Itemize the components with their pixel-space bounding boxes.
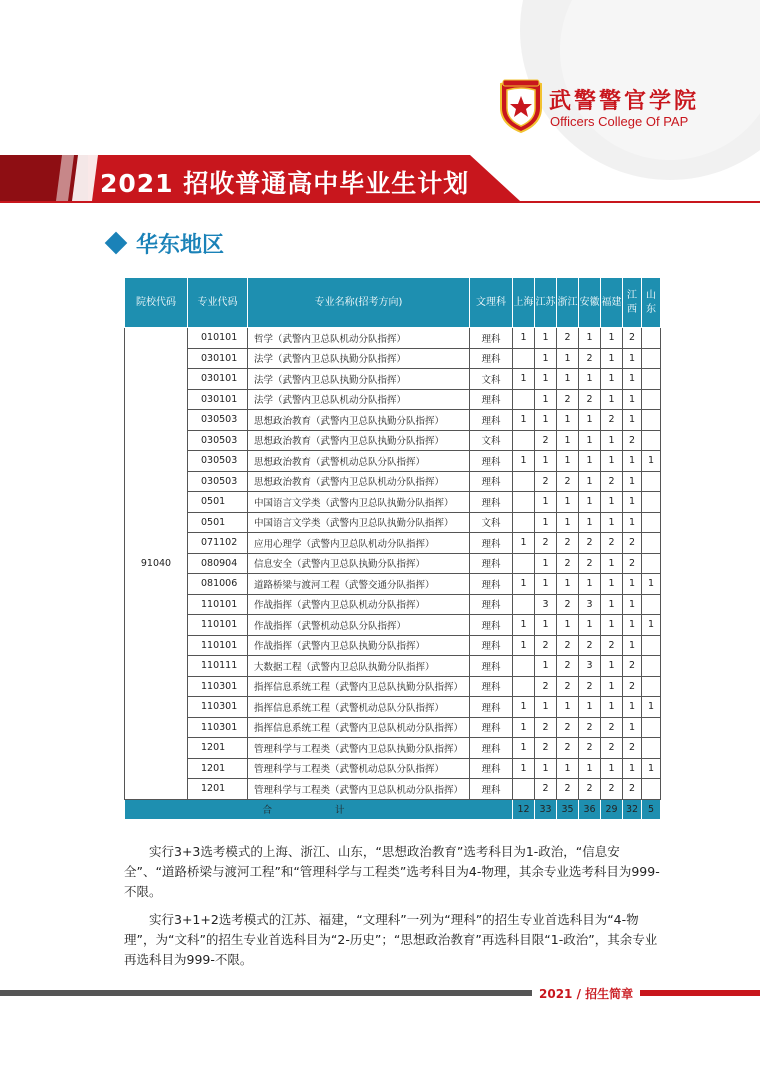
college-name-en: Officers College Of PAP <box>550 114 689 129</box>
quota-cell: 1 <box>513 615 535 636</box>
quota-cell: 2 <box>557 594 579 615</box>
table-row <box>125 574 661 595</box>
table-row <box>125 451 661 472</box>
stream-cell: 理科 <box>470 758 513 779</box>
major-code-cell: 110301 <box>188 676 248 697</box>
quota-cell <box>513 594 535 615</box>
quota-cell: 1 <box>513 451 535 472</box>
quota-cell: 2 <box>601 471 623 492</box>
quota-cell: 1 <box>642 758 661 779</box>
quota-cell: 2 <box>557 471 579 492</box>
quota-cell: 1 <box>513 635 535 656</box>
major-code-cell: 071102 <box>188 533 248 554</box>
quota-cell: 1 <box>623 574 642 595</box>
quota-cell <box>642 553 661 574</box>
major-name-cell: 指挥信息系统工程（武警内卫总队执勤分队指挥） <box>248 676 470 697</box>
quota-cell: 1 <box>535 492 557 513</box>
total-value: 12 <box>513 799 535 819</box>
quota-cell: 2 <box>557 389 579 410</box>
table-row <box>125 512 661 533</box>
header-province: 江苏 <box>535 278 557 328</box>
quota-cell: 2 <box>579 389 601 410</box>
stream-cell: 理科 <box>470 676 513 697</box>
quota-cell: 2 <box>557 553 579 574</box>
quota-cell: 2 <box>557 635 579 656</box>
table-row <box>125 738 661 759</box>
table-row <box>125 594 661 615</box>
table-row <box>125 758 661 779</box>
quota-cell <box>642 512 661 533</box>
stream-cell: 理科 <box>470 656 513 677</box>
major-code-cell: 081006 <box>188 574 248 595</box>
major-code-cell: 080904 <box>188 553 248 574</box>
footer-bar <box>0 990 532 996</box>
major-name-cell: 思想政治教育（武警机动总队分队指挥） <box>248 451 470 472</box>
quota-cell: 1 <box>601 594 623 615</box>
major-name-cell: 作战指挥（武警内卫总队执勤分队指挥） <box>248 635 470 656</box>
quota-cell: 2 <box>557 779 579 800</box>
quota-cell: 1 <box>535 615 557 636</box>
quota-cell: 2 <box>557 533 579 554</box>
quota-cell: 1 <box>557 430 579 451</box>
quota-cell <box>513 348 535 369</box>
quota-cell: 1 <box>579 369 601 390</box>
major-code-cell: 1201 <box>188 779 248 800</box>
quota-cell: 1 <box>535 348 557 369</box>
quota-cell: 2 <box>535 471 557 492</box>
footer-label: 2021 / 招生简章 <box>539 987 634 1001</box>
quota-cell <box>642 533 661 554</box>
quota-cell: 2 <box>535 779 557 800</box>
quota-cell: 1 <box>579 512 601 533</box>
quota-cell: 2 <box>623 328 642 349</box>
major-code-cell: 110301 <box>188 697 248 718</box>
major-code-cell: 1201 <box>188 758 248 779</box>
quota-cell: 1 <box>579 471 601 492</box>
quota-cell: 2 <box>557 717 579 738</box>
major-name-cell: 指挥信息系统工程（武警机动总队分队指挥） <box>248 697 470 718</box>
quota-cell <box>513 512 535 533</box>
stream-cell: 理科 <box>470 348 513 369</box>
quota-cell: 2 <box>535 676 557 697</box>
stream-cell: 理科 <box>470 451 513 472</box>
quota-cell: 2 <box>601 717 623 738</box>
table-row <box>125 492 661 513</box>
major-code-cell: 110111 <box>188 656 248 677</box>
quota-cell: 2 <box>579 779 601 800</box>
quota-cell: 1 <box>579 615 601 636</box>
quota-cell <box>513 492 535 513</box>
major-name-cell: 思想政治教育（武警内卫总队执勤分队指挥） <box>248 430 470 451</box>
major-code-cell: 110101 <box>188 615 248 636</box>
quota-cell: 2 <box>601 410 623 431</box>
major-code-cell: 110101 <box>188 594 248 615</box>
quota-cell: 1 <box>579 410 601 431</box>
quota-cell <box>642 369 661 390</box>
stream-cell: 理科 <box>470 553 513 574</box>
quota-cell: 2 <box>601 635 623 656</box>
stream-cell: 文科 <box>470 512 513 533</box>
major-code-cell: 030503 <box>188 471 248 492</box>
quota-cell: 1 <box>535 656 557 677</box>
quota-cell: 1 <box>642 615 661 636</box>
table-row <box>125 389 661 410</box>
stream-cell: 理科 <box>470 533 513 554</box>
major-code-cell: 030101 <box>188 348 248 369</box>
stream-cell: 理科 <box>470 717 513 738</box>
quota-cell: 3 <box>579 656 601 677</box>
quota-cell: 1 <box>642 451 661 472</box>
total-value: 29 <box>601 799 623 819</box>
quota-cell: 1 <box>623 471 642 492</box>
region-heading <box>105 228 224 258</box>
major-name-cell: 应用心理学（武警内卫总队机动分队指挥） <box>248 533 470 554</box>
quota-cell: 1 <box>642 574 661 595</box>
quota-cell: 2 <box>557 656 579 677</box>
major-code-cell: 0501 <box>188 512 248 533</box>
diamond-bullet-icon <box>105 232 128 255</box>
table-row <box>125 430 661 451</box>
major-code-cell: 030101 <box>188 389 248 410</box>
stream-cell: 理科 <box>470 594 513 615</box>
quota-cell: 1 <box>623 410 642 431</box>
quota-cell: 1 <box>579 574 601 595</box>
major-name-cell: 哲学（武警内卫总队机动分队指挥） <box>248 328 470 349</box>
quota-cell: 1 <box>601 328 623 349</box>
quota-cell: 2 <box>557 328 579 349</box>
major-code-cell: 0501 <box>188 492 248 513</box>
total-value: 5 <box>642 799 661 819</box>
table-row <box>125 656 661 677</box>
quota-cell: 2 <box>535 738 557 759</box>
stream-cell: 理科 <box>470 615 513 636</box>
quota-cell: 1 <box>623 348 642 369</box>
enrollment-plan-table <box>124 277 661 820</box>
quota-cell: 2 <box>557 738 579 759</box>
quota-cell: 2 <box>579 553 601 574</box>
stream-cell: 理科 <box>470 410 513 431</box>
quota-cell: 1 <box>535 697 557 718</box>
quota-cell: 1 <box>623 594 642 615</box>
stream-cell: 文科 <box>470 369 513 390</box>
quota-cell: 1 <box>513 697 535 718</box>
quota-cell: 1 <box>535 758 557 779</box>
major-name-cell: 思想政治教育（武警内卫总队机动分队指挥） <box>248 471 470 492</box>
quota-cell <box>642 594 661 615</box>
quota-cell <box>642 656 661 677</box>
quota-cell: 1 <box>601 697 623 718</box>
stream-cell: 理科 <box>470 697 513 718</box>
header-stream: 文理科 <box>470 278 513 328</box>
title-banner <box>0 155 525 203</box>
college-emblem-icon <box>497 78 545 134</box>
major-name-cell: 管理科学与工程类（武警内卫总队机动分队指挥） <box>248 779 470 800</box>
quota-cell: 2 <box>623 738 642 759</box>
note-paragraph: 实行3+1+2选考模式的江苏、福建，“文理科”一列为“理科”的招生专业首选科目为“4-物理”，为“文科”的招生专业首选科目为“2-历史”；“思想政治教育”再选科目限“1-政治”，其余专业再选科目为999-不限。 <box>124 912 658 967</box>
quota-cell: 1 <box>601 512 623 533</box>
quota-cell: 1 <box>513 738 535 759</box>
quota-cell <box>513 553 535 574</box>
major-name-cell: 指挥信息系统工程（武警内卫总队机动分队指挥） <box>248 717 470 738</box>
quota-cell: 1 <box>623 369 642 390</box>
major-code-cell: 1201 <box>188 738 248 759</box>
quota-cell: 1 <box>579 697 601 718</box>
quota-cell <box>642 328 661 349</box>
quota-cell <box>642 635 661 656</box>
table-row <box>125 348 661 369</box>
major-name-cell: 法学（武警内卫总队执勤分队指挥） <box>248 369 470 390</box>
quota-cell: 1 <box>579 758 601 779</box>
major-name-cell: 道路桥梁与渡河工程（武警交通分队指挥） <box>248 574 470 595</box>
quota-cell <box>642 430 661 451</box>
quota-cell: 2 <box>579 676 601 697</box>
header-province: 上海 <box>513 278 535 328</box>
quota-cell: 2 <box>535 533 557 554</box>
quota-cell: 2 <box>623 553 642 574</box>
stream-cell: 理科 <box>470 492 513 513</box>
quota-cell: 1 <box>579 492 601 513</box>
quota-cell: 1 <box>513 574 535 595</box>
quota-cell: 2 <box>623 430 642 451</box>
quota-cell: 1 <box>513 369 535 390</box>
table-row <box>125 410 661 431</box>
quota-cell: 1 <box>601 676 623 697</box>
table-row <box>125 717 661 738</box>
title-underline <box>0 201 760 203</box>
quota-cell: 2 <box>601 738 623 759</box>
major-code-cell: 110301 <box>188 717 248 738</box>
quota-cell <box>642 410 661 431</box>
quota-cell <box>642 471 661 492</box>
total-label: 合 计 <box>125 799 513 819</box>
major-code-cell: 110101 <box>188 635 248 656</box>
quota-cell: 1 <box>557 451 579 472</box>
stream-cell: 理科 <box>470 389 513 410</box>
college-name-cn: 武警警官学院 <box>549 88 700 114</box>
quota-cell: 1 <box>535 369 557 390</box>
quota-cell: 1 <box>623 389 642 410</box>
stream-cell: 理科 <box>470 328 513 349</box>
table-row <box>125 779 661 800</box>
quota-cell: 2 <box>579 738 601 759</box>
major-name-cell: 法学（武警内卫总队执勤分队指挥） <box>248 348 470 369</box>
page-title: 2021 招收普通高中毕业生计划 <box>100 169 470 198</box>
footer-accent-bar <box>640 990 760 996</box>
stream-cell: 理科 <box>470 635 513 656</box>
header-major-code: 专业代码 <box>188 278 248 328</box>
quota-cell <box>513 389 535 410</box>
quota-cell: 1 <box>579 328 601 349</box>
major-code-cell: 030503 <box>188 410 248 431</box>
table-row <box>125 553 661 574</box>
quota-cell <box>642 492 661 513</box>
quota-cell: 1 <box>623 717 642 738</box>
table-header-row <box>125 278 661 328</box>
stream-cell: 理科 <box>470 574 513 595</box>
quota-cell <box>642 348 661 369</box>
quota-cell: 1 <box>623 512 642 533</box>
stream-cell: 理科 <box>470 738 513 759</box>
table-row <box>125 369 661 390</box>
stream-cell: 理科 <box>470 779 513 800</box>
major-name-cell: 大数据工程（武警内卫总队执勤分队指挥） <box>248 656 470 677</box>
note-paragraph: 实行3+3选考模式的上海、浙江、山东，“思想政治教育”选考科目为1-政治，“信息安全”、“道路桥梁与渡河工程”和“管理科学与工程类”选考科目为4-物理，其余专业选考科目为999-不限。 <box>124 844 660 899</box>
quota-cell: 2 <box>535 717 557 738</box>
quota-cell: 1 <box>623 758 642 779</box>
major-name-cell: 中国语言文学类（武警内卫总队执勤分队指挥） <box>248 492 470 513</box>
table-row <box>125 676 661 697</box>
quota-cell: 1 <box>642 697 661 718</box>
quota-cell: 1 <box>535 574 557 595</box>
quota-cell: 2 <box>623 779 642 800</box>
major-name-cell: 中国语言文学类（武警内卫总队执勤分队指挥） <box>248 512 470 533</box>
major-name-cell: 管理科学与工程类（武警内卫总队执勤分队指挥） <box>248 738 470 759</box>
quota-cell: 1 <box>557 512 579 533</box>
quota-cell: 2 <box>579 717 601 738</box>
quota-cell: 2 <box>623 676 642 697</box>
table-row <box>125 533 661 554</box>
quota-cell: 1 <box>601 492 623 513</box>
quota-cell <box>642 779 661 800</box>
quota-cell <box>513 430 535 451</box>
quota-cell <box>642 738 661 759</box>
quota-cell: 1 <box>557 348 579 369</box>
quota-cell: 1 <box>513 328 535 349</box>
header-province: 安徽 <box>579 278 601 328</box>
quota-cell: 1 <box>601 451 623 472</box>
college-logo <box>497 78 727 138</box>
region-title: 华东地区 <box>136 232 225 258</box>
quota-cell: 1 <box>557 697 579 718</box>
quota-cell: 1 <box>557 615 579 636</box>
major-name-cell: 思想政治教育（武警内卫总队执勤分队指挥） <box>248 410 470 431</box>
quota-cell <box>642 676 661 697</box>
stream-cell: 文科 <box>470 430 513 451</box>
quota-cell: 1 <box>535 410 557 431</box>
quota-cell: 1 <box>513 758 535 779</box>
header-province: 山东 <box>642 278 661 328</box>
quota-cell: 1 <box>535 328 557 349</box>
major-code-cell: 030101 <box>188 369 248 390</box>
header-major-name: 专业名称(招考方向) <box>248 278 470 328</box>
major-name-cell: 管理科学与工程类（武警机动总队分队指挥） <box>248 758 470 779</box>
quota-cell: 1 <box>513 410 535 431</box>
quota-cell: 1 <box>601 615 623 636</box>
table-row <box>125 328 661 349</box>
table-row <box>125 615 661 636</box>
table-row <box>125 471 661 492</box>
quota-cell: 1 <box>601 389 623 410</box>
quota-cell: 1 <box>535 553 557 574</box>
header-province: 江西 <box>623 278 642 328</box>
notes-section <box>124 842 664 978</box>
quota-cell: 2 <box>579 348 601 369</box>
major-name-cell: 作战指挥（武警内卫总队机动分队指挥） <box>248 594 470 615</box>
quota-cell: 1 <box>513 533 535 554</box>
quota-cell: 2 <box>601 533 623 554</box>
quota-cell: 1 <box>579 430 601 451</box>
table-total-row <box>125 799 661 819</box>
quota-cell: 2 <box>579 533 601 554</box>
table-row <box>125 635 661 656</box>
quota-cell: 1 <box>557 369 579 390</box>
quota-cell: 1 <box>601 574 623 595</box>
quota-cell: 2 <box>535 430 557 451</box>
quota-cell: 1 <box>535 451 557 472</box>
quota-cell: 1 <box>535 389 557 410</box>
table-row <box>125 697 661 718</box>
quota-cell: 1 <box>601 553 623 574</box>
quota-cell: 1 <box>579 451 601 472</box>
header-province: 浙江 <box>557 278 579 328</box>
school-code-cell: 91040 <box>125 328 188 800</box>
major-name-cell: 作战指挥（武警机动总队分队指挥） <box>248 615 470 636</box>
major-name-cell: 法学（武警内卫总队机动分队指挥） <box>248 389 470 410</box>
quota-cell: 1 <box>623 697 642 718</box>
quota-cell: 2 <box>623 533 642 554</box>
stream-cell: 理科 <box>470 471 513 492</box>
quota-cell: 2 <box>601 779 623 800</box>
quota-cell <box>642 389 661 410</box>
quota-cell: 2 <box>535 635 557 656</box>
quota-cell: 3 <box>535 594 557 615</box>
major-code-cell: 030503 <box>188 430 248 451</box>
quota-cell: 1 <box>557 410 579 431</box>
quota-cell: 1 <box>557 758 579 779</box>
header-school-code: 院校代码 <box>125 278 188 328</box>
quota-cell: 1 <box>601 369 623 390</box>
quota-cell: 1 <box>623 635 642 656</box>
major-code-cell: 030503 <box>188 451 248 472</box>
quota-cell: 2 <box>623 656 642 677</box>
quota-cell: 1 <box>601 348 623 369</box>
quota-cell <box>642 717 661 738</box>
quota-cell: 1 <box>623 615 642 636</box>
total-value: 33 <box>535 799 557 819</box>
quota-cell <box>513 471 535 492</box>
quota-cell <box>513 656 535 677</box>
quota-cell <box>513 779 535 800</box>
quota-cell: 2 <box>579 635 601 656</box>
total-value: 35 <box>557 799 579 819</box>
quota-cell: 1 <box>513 717 535 738</box>
quota-cell: 1 <box>623 451 642 472</box>
quota-cell: 1 <box>601 430 623 451</box>
quota-cell: 1 <box>623 492 642 513</box>
quota-cell: 1 <box>557 574 579 595</box>
quota-cell: 1 <box>557 492 579 513</box>
quota-cell <box>513 676 535 697</box>
total-value: 32 <box>623 799 642 819</box>
quota-cell: 3 <box>579 594 601 615</box>
major-name-cell: 信息安全（武警内卫总队执勤分队指挥） <box>248 553 470 574</box>
major-code-cell: 010101 <box>188 328 248 349</box>
quota-cell: 1 <box>601 656 623 677</box>
header-province: 福建 <box>601 278 623 328</box>
quota-cell: 1 <box>601 758 623 779</box>
total-value: 36 <box>579 799 601 819</box>
quota-cell: 1 <box>535 512 557 533</box>
quota-cell: 2 <box>557 676 579 697</box>
